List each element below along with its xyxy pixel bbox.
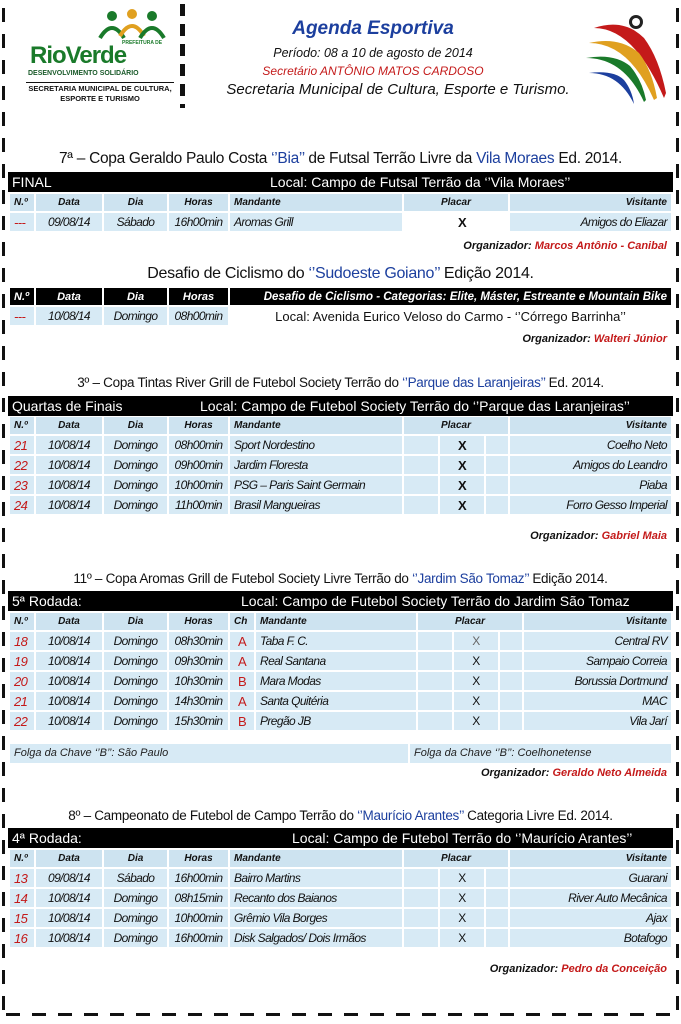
table-header-row: N.º Data Dia Horas Mandante Placar Visitante [10, 194, 671, 211]
page-title: Agenda Esportiva [292, 18, 454, 39]
secretary: Secretário ANTÔNIO MATOS CARDOSO [262, 64, 484, 78]
table-header-row: N.º Data Dia Horas Desafio de Ciclismo - Categorias: Elite, Máster, Estreante e Mountain Bike [10, 288, 671, 305]
stage-label: FINAL [12, 174, 52, 190]
organizer: Organizador: Walteri Júnior [522, 333, 667, 345]
venue-label: Local: Campo de Futebol Society Terrão do ‘’Parque das Laranjeiras’’ [200, 398, 630, 414]
department: Secretaria Municipal de Cultura, Esporte e Turismo. [226, 81, 570, 98]
round-label: 4ª Rodada: [12, 830, 82, 846]
header [8, 4, 673, 108]
table-header-row: N.º Data Dia Horas Mandante Placar Visitante [10, 850, 671, 867]
table-row: 18 10/08/14 Domingo 08h30min A Taba F. C. X Central RV [10, 632, 671, 650]
table-row: 22 10/08/14 Domingo 09h00min Jardim Floresta X Amigos do Leandro [10, 456, 671, 474]
section-1-table [8, 192, 673, 233]
table-row: 14 10/08/14 Domingo 08h15min Recanto dos Baianos X River Auto Mecânica [10, 889, 671, 907]
logo-prefeitura: PREFEITURA DE [122, 40, 163, 46]
people-icon [92, 8, 172, 44]
section-3-bar [8, 396, 673, 416]
table-row: 22 10/08/14 Domingo 15h30min B Pregão JB X Vila Jarí [10, 712, 671, 730]
stage-label: Quartas de Finais [12, 398, 123, 414]
folga-left: Folga da Chave ‘’B’’: São Paulo [10, 744, 408, 763]
section-2-table [8, 286, 673, 327]
section-5-title: 8º – Campeonato de Futebol de Campo Terrão do ‘’Maurício Arantes’’ Categoria Livre Ed. 2014. [68, 808, 613, 823]
logo-city-name: RioVerde [30, 42, 127, 69]
table-row: 24 10/08/14 Domingo 11h00min Brasil Mangueiras X Forro Gesso Imperial [10, 496, 671, 514]
venue-label: Local: Campo de Futebol Terrão do ‘’Maurício Arantes’’ [292, 830, 633, 846]
logo-slogan: DESENVOLVIMENTO SOLIDÁRIO [28, 70, 139, 77]
header-divider [180, 4, 185, 108]
period: Período: 08 a 10 de agosto de 2014 [273, 46, 473, 60]
section-4-bar [8, 591, 673, 611]
section-3-table [8, 415, 673, 516]
section-3-title: 3º – Copa Tintas River Grill de Futebol Society Terrão do ‘’Parque das Laranjeiras’’ Ed. 2014. [77, 375, 604, 390]
table-row: 16 10/08/14 Domingo 16h00min Disk Salgados/ Dois Irmãos X Botafogo [10, 929, 671, 947]
sport-figure-logo [574, 8, 674, 108]
table-row: --- 09/08/14 Sábado 16h00min Aromas Grill X Amigos do Eliazar [10, 213, 671, 231]
section-4-title: 11º – Copa Aromas Grill de Futebol Society Livre Terrão do ‘’Jardim São Tomaz’’ Edição 2014. [73, 571, 608, 586]
dashed-border-bottom [6, 1013, 675, 1016]
table-header-row: N.º Data Dia Horas Ch Mandante Placar Visitante [10, 613, 671, 630]
table-row: 21 10/08/14 Domingo 08h00min Sport Nordestino X Coelho Neto [10, 436, 671, 454]
table-row: 19 10/08/14 Domingo 09h30min A Real Santana X Sampaio Correia [10, 652, 671, 670]
table-row: 21 10/08/14 Domingo 14h30min A Santa Quitéria X MAC [10, 692, 671, 710]
folga-right: Folga da Chave ‘’B’’: Coelhonetense [410, 744, 671, 763]
folga-row [8, 744, 673, 763]
organizer: Organizador: Pedro da Conceição [489, 963, 667, 975]
logo-secretaria: SECRETARIA MUNICIPAL DE CULTURA, ESPORTE E TURISMO [26, 82, 174, 104]
table-row: 13 09/08/14 Sábado 16h00min Bairro Martins X Guarani [10, 869, 671, 887]
dashed-border-right [676, 8, 679, 1016]
table-row: 23 10/08/14 Domingo 10h00min PSG – Paris Saint Germain X Piaba [10, 476, 671, 494]
section-5-table [8, 848, 673, 949]
table-header-row: N.º Data Dia Horas Mandante Placar Visitante [10, 417, 671, 434]
section-1-title: 7ª – Copa Geraldo Paulo Costa ‘’Bia’’ de Futsal Terrão Livre da Vila Moraes Ed. 2014. [58, 150, 622, 167]
section-5-bar [8, 828, 673, 848]
dashed-border-left [2, 8, 5, 1016]
round-label: 5ª Rodada: [12, 593, 82, 609]
table-row: 20 10/08/14 Domingo 10h30min B Mara Modas X Borussia Dortmund [10, 672, 671, 690]
organizer: Organizador: Geraldo Neto Almeida [480, 767, 667, 779]
section-1-bar [8, 172, 673, 192]
table-row: --- 10/08/14 Domingo 08h00min Local: Avenida Eurico Veloso do Carmo - ‘’Córrego Barrinha’’ [10, 307, 671, 325]
venue-label: Local: Campo de Futsal Terrão da ‘’Vila Moraes’’ [270, 174, 571, 190]
organizer: Organizador: Marcos Antônio - Canibal [463, 240, 667, 252]
rio-verde-logo [22, 8, 178, 108]
venue-label: Local: Campo de Futebol Society Terrão do Jardim São Tomaz [241, 593, 630, 609]
section-2-title: Desafio de Ciclismo do ‘’Sudoeste Goiano’’ Edição 2014. [147, 265, 534, 282]
table-row: 15 10/08/14 Domingo 10h00min Grêmio Vila Borges X Ajax [10, 909, 671, 927]
organizer: Organizador: Gabriel Maia [530, 530, 667, 542]
section-4-table [8, 611, 673, 732]
